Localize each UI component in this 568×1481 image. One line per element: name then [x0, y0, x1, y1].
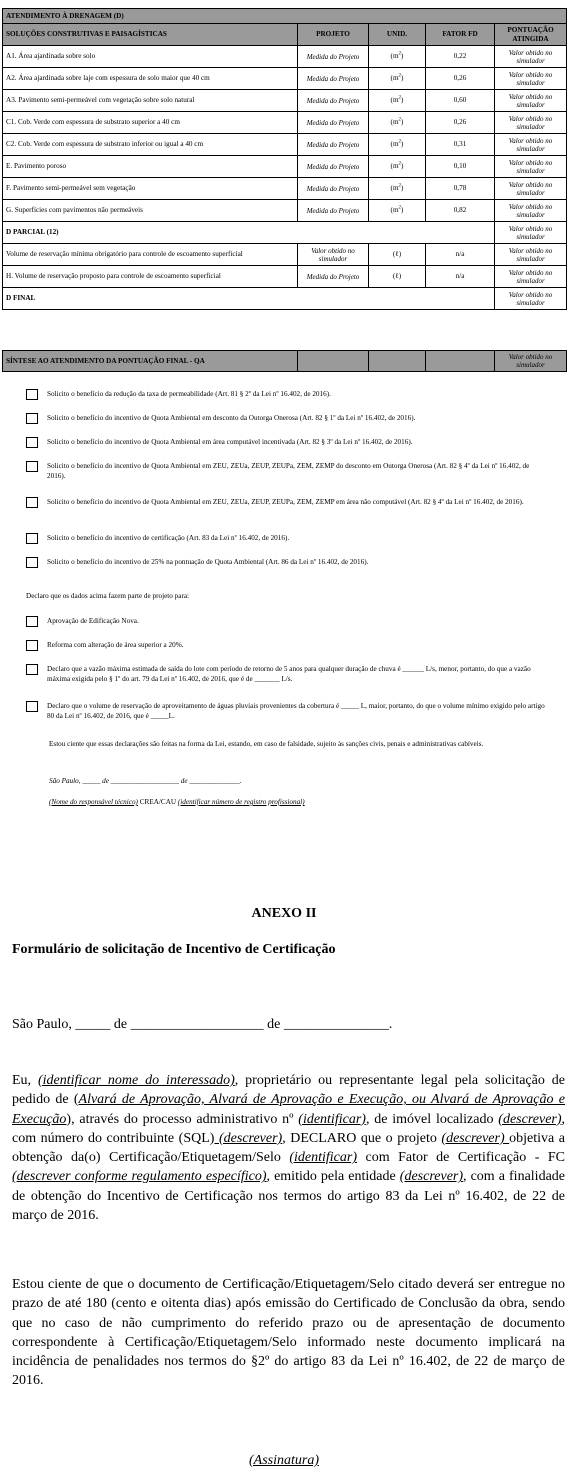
d-parcial-value: Valor obtido no simulador: [495, 222, 567, 244]
placeholder-field: (descrever): [498, 1111, 562, 1127]
checkbox-label: Solicito o benefício do incentivo de 25% na pontuação de Quota Ambiental (Art. 86 da Lei nº 16.402, de 2016).: [47, 558, 369, 566]
checkbox[interactable]: [26, 701, 38, 712]
volume-prop-fator: n/a: [426, 266, 495, 288]
row-label: G. Superfícies com pavimentos não permeáveis: [3, 200, 298, 222]
paragraph-text: objetiva a obtenção da(o) Certificação/Etiquetagem/Selo: [12, 1130, 566, 1166]
crea-cau: CREA/CAU: [137, 798, 178, 806]
checkbox[interactable]: [26, 413, 38, 424]
row-unid: $(m^2)$: [369, 68, 426, 90]
checkbox[interactable]: [26, 533, 38, 544]
header-pontuacao: PONTUAÇÃO ATINGIDA: [495, 24, 567, 46]
table-row: [3, 112, 567, 134]
paragraph-text: com Fator de Certificação - FC: [357, 1150, 565, 1166]
table-row: [3, 46, 567, 68]
table-row: [3, 90, 567, 112]
sao-paulo-line: São Paulo, _____ de ___________________ de ______________.: [49, 777, 242, 785]
table-row: [3, 68, 567, 90]
synthesis-row: [3, 351, 567, 372]
header-fator: FATOR FD: [426, 24, 495, 46]
row-fator: 0,10: [426, 156, 495, 178]
row-pontuacao: Valor obtido no simulador: [495, 46, 567, 68]
row-projeto: Medida do Projeto: [298, 156, 369, 178]
row-unid: $(m^2)$: [369, 46, 426, 68]
table-row: [3, 156, 567, 178]
volume-prop-unid: (ℓ): [369, 266, 426, 288]
row-pontuacao: Valor obtido no simulador: [495, 68, 567, 90]
checkbox-label: Reforma com alteração de área superior a 20%.: [47, 641, 184, 649]
row-unid: $(m^2)$: [369, 200, 426, 222]
placeholder-field: (descrever): [441, 1130, 510, 1146]
synthesis-table: [2, 350, 567, 372]
synthesis-empty-3: [426, 351, 495, 372]
registro-profissional: (identificar número de registro profissional): [177, 798, 305, 806]
paragraph-text: , emitido pela entidade: [266, 1169, 400, 1185]
volume-prop-projeto: Medida do Projeto: [298, 266, 369, 288]
checkbox-label: Solicito o benefício do incentivo de certificação (Art. 83 da Lei nº 16.402, de 2016).: [47, 534, 290, 542]
table-row: [3, 200, 567, 222]
row-label: E. Pavimento poroso: [3, 156, 298, 178]
volume-prop-row: [3, 266, 567, 288]
row-unid: $(m^2)$: [369, 156, 426, 178]
volume-min-row: [3, 244, 567, 266]
volume-min-label: Volume de reservação mínima obrigatório para controle de escoamento superficial: [3, 244, 298, 266]
d-final-label: D FINAL: [3, 288, 495, 310]
header-solucoes: SOLUÇÕES CONSTRUTIVAS E PAISAGÍSTICAS: [3, 24, 298, 46]
signature-line: (Assinatura): [249, 1453, 319, 1468]
annex-title: ANEXO II: [251, 906, 317, 921]
row-projeto: Medida do Projeto: [298, 68, 369, 90]
checkbox-label: Declaro que a vazão máxima estimada de saída do lote com período de retorno de 5 anos para qualquer duração de chuva é ______ L/s, menor, portanto, do que a vazão máxima exigida pelo § 1º do art. 79 da Lei nº 16.402, de 2016, que é de _______ L/s.: [47, 665, 531, 683]
drainage-table: [2, 8, 567, 310]
paragraph-text: , de imóvel localizado: [365, 1111, 499, 1127]
checkbox-label: Aprovação de Edificação Nova.: [47, 617, 139, 625]
drainage-title-row: [3, 9, 567, 24]
checkbox-label: Solicito o benefício do incentivo de Quota Ambiental em área computável incentivada (Art. 82 § 3º da Lei nº 16.402, de 2016).: [47, 438, 413, 446]
row-label: C1. Cob. Verde com espessura de substrato superior a 40 cm: [3, 112, 298, 134]
row-unid: $(m^2)$: [369, 178, 426, 200]
checkbox[interactable]: [26, 616, 38, 627]
row-label: A3. Pavimento semi-permeável com vegetação sobre solo natural: [3, 90, 298, 112]
table-row: [3, 178, 567, 200]
paragraph-text: ), através do processo administrativo nº: [66, 1111, 299, 1127]
row-pontuacao: Valor obtido no simulador: [495, 200, 567, 222]
row-label: A2. Área ajardinada sobre laje com espessura de solo maior que 40 cm: [3, 68, 298, 90]
checkbox-label: Solicito o benefício da redução da taxa de permeabilidade (Art. 81 § 2º da Lei nº 16.402, de 2016).: [47, 390, 331, 398]
row-unid: $(m^2)$: [369, 134, 426, 156]
checkbox-label: Solicito o benefício do incentivo de Quota Ambiental em ZEU, ZEUa, ZEUP, ZEUPa, ZEM, ZEMP do desconto em Outorga Onerosa (Art. 82 § 4º da Lei nº 16.402, de 2016).: [47, 462, 530, 480]
paragraph-text: , com número do contribuinte (SQL): [12, 1111, 566, 1146]
placeholder-field: (descrever): [214, 1130, 283, 1146]
row-pontuacao: Valor obtido no simulador: [495, 90, 567, 112]
row-fator: 0,26: [426, 68, 495, 90]
row-projeto: Medida do Projeto: [298, 200, 369, 222]
ciente-statement: Estou ciente que essas declarações são feitas na forma da Lei, estando, em caso de falsidade, sujeito às sanções civis, penais e administrativas cabíveis.: [49, 740, 484, 748]
responsavel-line: [49, 798, 305, 808]
paragraph-text: , com a finalidade de obtenção do Incentivo de Certificação nos termos do artigo 83 da Lei nº 16.402, de 22 de março de 2016.: [12, 1169, 565, 1224]
row-pontuacao: Valor obtido no simulador: [495, 156, 567, 178]
row-unid: $(m^2)$: [369, 112, 426, 134]
row-fator: 0,78: [426, 178, 495, 200]
volume-prop-value: Valor obtido no simulador: [495, 266, 567, 288]
checkbox[interactable]: [26, 461, 38, 472]
checkbox[interactable]: [26, 389, 38, 400]
row-label: C2. Cob. Verde com espessura de substrato inferior ou igual a 40 cm: [3, 134, 298, 156]
row-unid: $(m^2)$: [369, 90, 426, 112]
row-fator: 0,26: [426, 112, 495, 134]
row-fator: 0,60: [426, 90, 495, 112]
annex-paragraph-declaro: [12, 1071, 565, 1225]
volume-min-fator: n/a: [426, 244, 495, 266]
row-pontuacao: Valor obtido no simulador: [495, 134, 567, 156]
header-unid: UNID.: [369, 24, 426, 46]
checkbox[interactable]: [26, 664, 38, 675]
row-label: A1. Área ajardinada sobre solo: [3, 46, 298, 68]
paragraph-text: , proprietário ou representante legal pela solicitação de pedido de (: [12, 1073, 565, 1108]
row-fator: 0,31: [426, 134, 495, 156]
synthesis-empty-1: [298, 351, 369, 372]
paragraph-text: , DECLARO que o projeto: [282, 1130, 442, 1146]
placeholder-field: (identificar): [289, 1150, 358, 1166]
checkbox[interactable]: [26, 557, 38, 568]
synthesis-title: SÍNTESE AO ATENDIMENTO DA PONTUAÇÃO FINAL - QA: [3, 351, 298, 372]
table-row: [3, 134, 567, 156]
d-final-row: [3, 288, 567, 310]
responsavel-name: (Nome do responsável técnico): [49, 798, 138, 806]
annex-date-line: São Paulo, _____ de ___________________ de _______________.: [12, 1017, 393, 1032]
volume-min-projeto: Valor obtido no simulador: [298, 244, 369, 266]
drainage-title: ATENDIMENTO À DRENAGEM (D): [3, 9, 567, 24]
checkbox-label: Solicito o benefício do incentivo de Quota Ambiental em desconto da Outorga Onerosa (Art. 82 § 1º da Lei nº 16.402, de 2016).: [47, 414, 416, 422]
row-projeto: Medida do Projeto: [298, 90, 369, 112]
d-parcial-row: [3, 222, 567, 244]
placeholder-field: (descrever conforme regulamento específico): [12, 1169, 267, 1185]
synthesis-empty-2: [369, 351, 426, 372]
row-projeto: Medida do Projeto: [298, 178, 369, 200]
placeholder-field: (identificar): [298, 1111, 366, 1127]
row-label: F. Pavimento semi-permeável sem vegetação: [3, 178, 298, 200]
row-projeto: Medida do Projeto: [298, 112, 369, 134]
row-fator: 0,82: [426, 200, 495, 222]
volume-prop-label: H. Volume de reservação proposto para controle de escoamento superficial: [3, 266, 298, 288]
row-pontuacao: Valor obtido no simulador: [495, 178, 567, 200]
row-fator: 0,22: [426, 46, 495, 68]
row-pontuacao: Valor obtido no simulador: [495, 112, 567, 134]
row-projeto: Medida do Projeto: [298, 46, 369, 68]
annex-subtitle: Formulário de solicitação de Incentivo de Certificação: [12, 942, 336, 957]
header-projeto: PROJETO: [298, 24, 369, 46]
row-projeto: Medida do Projeto: [298, 134, 369, 156]
checkbox[interactable]: [26, 437, 38, 448]
d-final-value: Valor obtido no simulador: [495, 288, 567, 310]
checkbox-label: Solicito o benefício do incentivo de Quota Ambiental em ZEU, ZEUa, ZEUP, ZEUPa, ZEM, ZEMP em área não computável (Art. 82 § 4º da Lei nº 16.402, de 2016).: [47, 498, 524, 506]
volume-min-unid: (ℓ): [369, 244, 426, 266]
paragraph-text: Eu,: [12, 1073, 38, 1088]
volume-min-value: Valor obtido no simulador: [495, 244, 567, 266]
drainage-header-row: [3, 24, 567, 46]
d-parcial-label: D PARCIAL (12): [3, 222, 495, 244]
placeholder-field: (descrever): [399, 1169, 464, 1185]
placeholder-field: (identificar nome do interessado): [37, 1073, 235, 1088]
declaro-intro: Declaro que os dados acima fazem parte de projeto para:: [26, 592, 190, 600]
synthesis-value: Valor obtido no simulador: [495, 351, 567, 372]
checkbox-label: Declaro que o volume de reservação de aproveitamento de águas pluviais provenientes da cobertura é _____ L, maior, portanto, do que o volume mínimo exigido pelo artigo 80 da Lei nº 16.402, de 2016, que é _____L.: [47, 702, 545, 720]
annex-paragraph-ciente: Estou ciente de que o documento de Certificação/Etiquetagem/Selo citado deverá ser entregue no prazo de até 180 (cento e oitenta dias) após emissão do Certificado de Conclusão da obra, sendo que no caso de não cumprimento do referido prazo ou de apresentação de documento correspondente à Certificação/Etiquetagem/Selo informado neste documento implicará na incidência de penalidades nos termos do §2º do artigo 83 da Lei nº 16.402, de 22 de março de 2016.: [12, 1277, 565, 1389]
checkbox[interactable]: [26, 640, 38, 651]
placeholder-field: Alvará de Aprovação, Alvará de Aprovação e Execução, ou Alvará de Aprovação e Execução: [12, 1092, 566, 1127]
checkbox[interactable]: [26, 497, 38, 508]
